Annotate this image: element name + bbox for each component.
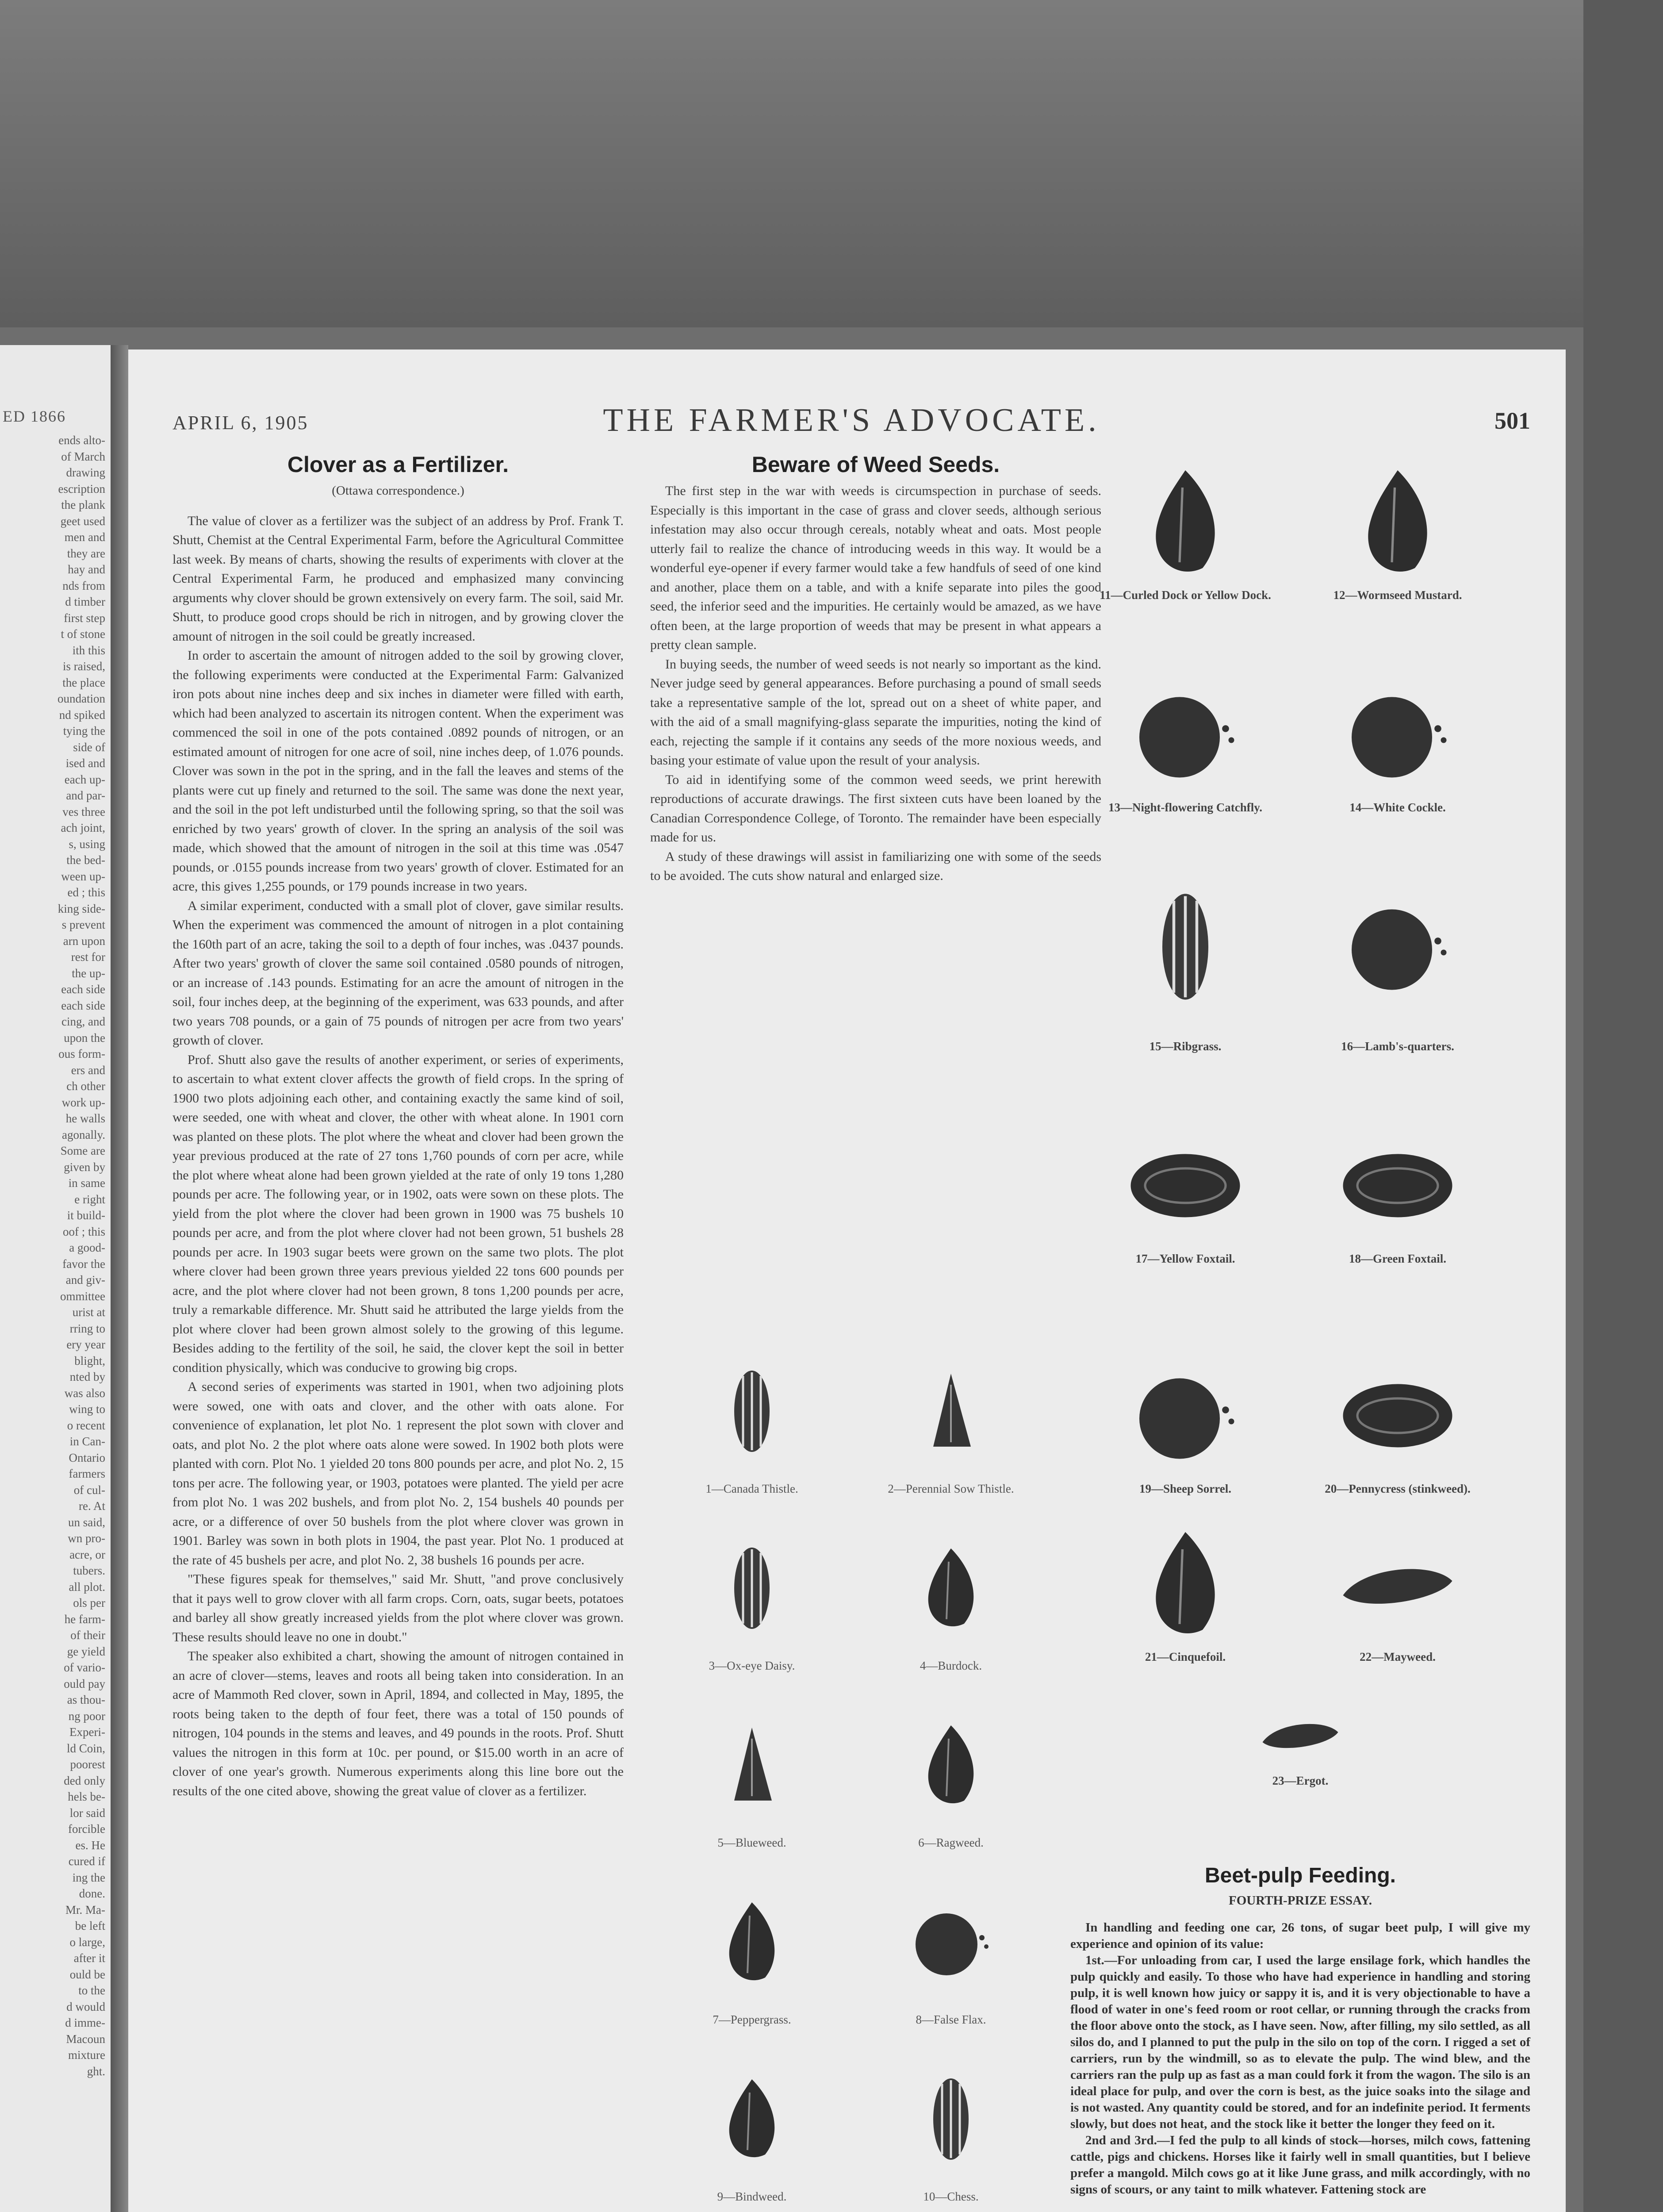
paragraph: A second series of experiments was started in 1901, when two adjoining plots were sowed, one with oats and clover, and the other with oats alone. For convenience of explanation, let plot No. 1 represent the plot sown with clover and oats, and plot No. 2 the plot where oats alone were sowed. In 1902 both plots were planted with corn. Plot No. 1 yielded 20 tons 800 pounds per acre, and plot No. 2, 15 tons per acre. The following year, or 1903, potatoes were planted. The yield per acre from plot No. 1 was 202 bushels, and from plot No. 2, 154 bushels 40 pounds per acre, or a difference of over 50 bushels from the plot where clover was grown in 1901. Barley was sown in both plots in 1904, the past year. Plot No. 1 produced at the rate of 45 bushels per acre, and plot No. 2, 38 bushels 16 pounds per acre.: [172, 1379, 624, 1567]
previous-page-line: urist at: [72, 1306, 105, 1319]
paragraph: A similar experiment, conducted with a small plot of clover, gave similar results. When the experiment was commenced the amount of nitrogen in a plot containing the 160th part of an acre, taking the soil to a depth of four inches, was .0437 pounds. After two years' growth of clover the same soil contained .0580 pounds of nitrogen, or an increase of .143 pounds. Estimating for an acre the amount of nitrogen in the soil, four inches deep, at the beginning of the experiment, was 633 pounds, and after two years 708 pounds, or a gain of 75 pounds of nitrogen per acre from two years' growth of clover.: [172, 898, 624, 1048]
previous-page-line: Macoun: [66, 2032, 105, 2046]
figure-caption: 23—Ergot.: [1272, 1774, 1329, 1787]
previous-page-line: ge yield: [67, 1644, 105, 1658]
previous-page-line: of cul-: [73, 1483, 105, 1497]
previous-page-line: d would: [66, 2000, 105, 2013]
previous-page-line: is raised,: [63, 660, 105, 673]
previous-page-header: ED 1866: [3, 407, 66, 425]
previous-page-line: of their: [70, 1628, 105, 1642]
seed-drawing-icon: [907, 2048, 995, 2190]
previous-page-line: favor the: [62, 1257, 105, 1271]
previous-page-line: drawing: [66, 466, 105, 479]
weed-seed-figure: [659, 1871, 845, 2027]
previous-page-line: geet used: [60, 514, 105, 528]
page-header: [172, 402, 1530, 438]
weed-seed-figure: [1163, 1694, 1437, 1788]
previous-page-line: cured if: [68, 1855, 105, 1868]
figure-caption: 14—White Cockle.: [1349, 801, 1446, 814]
previous-page-line: the up-: [72, 966, 105, 980]
seed-drawing-icon: [1340, 854, 1455, 1040]
weed-seed-figure: [659, 1340, 845, 1496]
previous-page-line: Experi-: [69, 1725, 105, 1739]
figure-caption: 12—Wormseed Mustard.: [1333, 588, 1462, 602]
previous-page-line: upon the: [64, 1031, 105, 1045]
previous-page-line: ach joint,: [61, 821, 105, 834]
figure-caption: 6—Ragweed.: [918, 1836, 984, 1849]
figure-caption: 1—Canada Thistle.: [705, 1482, 798, 1495]
previous-page-line: ght.: [87, 2064, 105, 2078]
article-subtitle-clover: (Ottawa correspondence.): [332, 484, 464, 498]
previous-page-line: nd spiked: [59, 708, 105, 722]
weed-seed-figure: [858, 2048, 1044, 2204]
article-title-clover: Clover as a Fertilizer.: [287, 452, 509, 477]
weed-seed-figure: [1296, 1517, 1499, 1664]
previous-page-line: d imme-: [65, 2016, 105, 2029]
column-weed-seeds-article: [650, 451, 1101, 886]
paragraph: 1st.—For unloading from car, I used the large ensilage fork, which handles the pulp quickly and easily. To those who have had experience in handling and storing pulp, it is well known how juicy or sappy it is, and it is very objectionable to have a flood of water in one's feed room or root cellar, or running through the cracks from the floor above onto the stock, as I have seen. Now, after filling, my silo settled, as all silos do, and I planned to put the pulp in the silo on top of the corn. I rigged a set of carriers, run by the windmill, so as to elevate the pulp. The wind blew, and the carriers ran the pulp up as fast as a man could fork it from the wagon. The silo is an ideal place for pulp, and over the corn is best, as the juice soaks into the silage and is not wasted. Any quantity could be stored, and for an indefinite period. It ferments slowly, but does not heat, and the stock like it better the longer they feed on it.: [1070, 1953, 1530, 2131]
seed-drawing-icon: [1340, 1119, 1455, 1252]
previous-page-line: the bed-: [66, 853, 105, 867]
article-body-beet-pulp: [1070, 1920, 1530, 2198]
previous-page-line: es. He: [75, 1838, 105, 1852]
weed-seed-figure: [858, 1517, 1044, 1673]
previous-page-line: ould pay: [64, 1677, 105, 1690]
article-body-clover: [172, 511, 624, 1801]
figure-caption: 2—Perennial Sow Thistle.: [888, 1482, 1014, 1495]
seed-drawing-icon: [708, 1694, 796, 1836]
paragraph: The first step in the war with weeds is circumspection in purchase of seeds. Especially is this important in the case of grass and clover seeds, although serious infestation may also occur through cereals, notably wheat and oats. Most people utterly fail to realize the chance of introducing weeds in this way. It would be a wonderful eye-opener if every farmer would take a few handfuls of seed of one kind and another, place them on a table, and with a knife separate into piles the good seed, the inferior seed and the impurities. He certainly would be amazed, as we have often been, at the large proportion of weeds that may be present in what appears a pretty clean sample.: [650, 484, 1101, 652]
previous-page-line: ous form-: [58, 1047, 105, 1060]
previous-page-line: poorest: [70, 1758, 105, 1771]
previous-page-line: and par-: [66, 789, 105, 802]
previous-page-line: ween up-: [61, 869, 105, 883]
previous-page-line: ery year: [66, 1338, 105, 1351]
paragraph: The speaker also exhibited a chart, showing the amount of nitrogen contained in an acre of clover—stems, leaves and roots all being taken into consideration. In an acre of Mammoth Red clover, sown in April, 1894, and collected in May, 1895, the roots being taken to the depth of four feet, there was a total of 150 pounds of nitrogen, 104 pounds in the stems and leaves, and 49 pounds in the roots. Prof. Shutt values the nitrogen in this form at 10c. per pound, or $15.00 worth in an acre of clover of one year's growth. Numerous experiments along this line bore out the results of the one cited above, showing the great value of clover as a fertilizer.: [172, 1649, 624, 1798]
previous-page-line: ld Coin,: [66, 1741, 105, 1755]
weed-seed-figure: [858, 1871, 1044, 2027]
figure-caption: 8—False Flax.: [916, 2013, 986, 2026]
previous-page-line: oof ; this: [62, 1225, 105, 1238]
figure-caption: 10—Chess.: [923, 2190, 979, 2203]
previous-page-line: ends alto-: [58, 434, 105, 447]
previous-page-line: s prevent: [61, 918, 105, 931]
paragraph: Prof. Shutt also gave the results of another experiment, or series of experiments, to ascertain to what extent clover affects the growth of field crops. In the spring of 1900 two plots adjoining each other, and containing exactly the same kind of soil, were seeded, one with wheat and clover, the other with wheat alone. In 1901 corn was planted on these plots. The plot where the wheat and clover had been grown the year previous produced at the rate of 27 tons 1,760 pounds of corn per acre, while the plot where wheat alone had been grown yielded at the rate of only 19 tons 1,280 pounds per acre. The following year, or in 1902, oats were sown on these plots. The yield from the plot where the clover had been grown in 1900 was 75 bushels 10 pounds per acre, and from the plot where clover had not been grown, 51 bushels 28 pounds per acre. In 1903 sugar beets were grown on the same two plots. The plot where clover had been grown three years previous yielded 22 tons 600 pounds per acre, and the plot where clover had not been grown, 8 tons 1,200 pounds per acre, truly a remarkable difference. Mr. Shutt said he attributed the large yields from the plot where clover had been grown almost solely to the growing of this legume. Besides adding to the fertility of the soil, he said, the clover kept the soil in better condition physically, which was conducive to growing big crops.: [172, 1052, 624, 1375]
previous-page-line: ing the: [72, 1870, 105, 1884]
previous-page-line: ould be: [69, 1967, 105, 1981]
previous-page-line: acre, or: [69, 1548, 105, 1561]
previous-page-line: escription: [58, 482, 105, 495]
weed-seed-figure: [858, 1340, 1044, 1496]
previous-page-line: each up-: [64, 772, 105, 786]
previous-page-line: o recent: [67, 1418, 105, 1432]
paragraph: In order to ascertain the amount of nitrogen added to the soil by growing clover, the following experiments were conducted at the Experimental Farm: Galvanized iron pots about nine inches deep and six inches in diameter were filled with earth, which had been analyzed to ascertain its nitrogen content. When the experiment was commenced the soil in one of the pots contained .0892 pounds of nitrogen, or an estimated amount of nitrogen for one acre of soil, nine inches deep, of 1.076 pounds. Clover was sown in the pot in the spring, and in the fall the leaves and stems of the plants were cut up finely and returned to the soil. The same was done the next year, and the soil in the pot left undisturbed until the following spring, so that the soil was enriched by two years' growth of clover. In the spring an analysis of the soil was made, which showed that the amount of nitrogen in the soil at this time was .0547 pounds, or .0155 pounds increase from two years' growth of clover. Estimated for an acre, this gives 1,255 pounds, or 179 pounds increase in two years.: [172, 648, 624, 894]
seed-drawing-icon: [907, 1517, 995, 1659]
previous-page-line: un said,: [68, 1515, 105, 1529]
previous-page-line: nds from: [62, 579, 105, 592]
previous-page-line: first step: [64, 611, 105, 625]
figure-caption: 13—Night-flowering Catchfly.: [1108, 801, 1262, 814]
previous-page-line: ch other: [66, 1079, 105, 1093]
previous-page-line: he farm-: [64, 1612, 105, 1626]
seed-drawing-icon: [708, 1517, 796, 1659]
previous-page-line: Mr. Ma-: [65, 1903, 105, 1916]
seed-drawing-icon: [1128, 1349, 1243, 1482]
previous-page-line: ommittee: [60, 1289, 105, 1303]
figure-caption: 17—Yellow Foxtail.: [1135, 1252, 1235, 1265]
weed-seed-figure: [659, 2048, 845, 2204]
weed-seed-figure: [1084, 1517, 1287, 1664]
previous-page-line: the plank: [61, 498, 105, 511]
previous-page-line: re. At: [79, 1499, 105, 1513]
previous-page-line: rest for: [71, 950, 105, 964]
previous-page-line: of vario-: [64, 1661, 105, 1674]
previous-page-line: in Can-: [69, 1435, 105, 1448]
seed-drawing-icon: [1128, 1517, 1243, 1650]
previous-page-line: ith this: [72, 643, 105, 657]
previous-page-line: all plot.: [69, 1580, 105, 1594]
paragraph: A study of these drawings will assist in familiarizing one with some of the seeds to be avoided. The cuts show natural and enlarged size.: [650, 849, 1101, 883]
seed-drawing-icon: [1128, 854, 1243, 1040]
figure-caption: 16—Lamb's-quarters.: [1341, 1040, 1454, 1053]
seed-drawing-icon: [1176, 1694, 1424, 1774]
weed-seed-figure: [1084, 456, 1287, 602]
figure-caption: 21—Cinquefoil.: [1145, 1650, 1226, 1663]
weed-seed-figure: [659, 1517, 845, 1673]
previous-page-line: and giv-: [65, 1273, 105, 1286]
previous-page-line: ised and: [65, 757, 105, 770]
previous-page-line: after it: [73, 1951, 105, 1965]
masthead: THE FARMER'S ADVOCATE.: [603, 402, 1100, 438]
previous-page-line: ols per: [73, 1596, 105, 1609]
weed-seed-figures-right: [1075, 456, 1526, 1840]
previous-page-line: ed ; this: [67, 886, 105, 899]
seed-drawing-icon: [1340, 1517, 1455, 1650]
paragraph: To aid in identifying some of the common weed seeds, we print herewith reproductions of accurate drawings. The first sixteen cuts have been loaned by the Canadian Correspondence College, of Toronto. The remainder have been especially made for us.: [650, 772, 1101, 845]
previous-page-line: ng poor: [68, 1709, 105, 1723]
figure-caption: 4—Burdock.: [920, 1659, 982, 1672]
seed-drawing-icon: [708, 2048, 796, 2190]
previous-page-line: farmers: [69, 1467, 105, 1480]
column-clover-article: [172, 451, 624, 1801]
previous-page-line: done.: [79, 1887, 105, 1900]
weed-seed-figure: [1296, 668, 1499, 814]
seed-drawing-icon: [708, 1340, 796, 1482]
previous-page-line: as thou-: [67, 1693, 105, 1706]
weed-seed-figure: [1296, 1349, 1499, 1496]
previous-page-line: given by: [64, 1160, 105, 1174]
weed-seed-figure: [1296, 456, 1499, 602]
paragraph: In buying seeds, the number of weed seeds is not nearly so important as the kind. Never judge seed by general appearances. Before purchasing a pound of small seeds take a representative sample of the lot, spread out on a sheet of white paper, and with the aid of a small magnifying-glass separate the impurities, noting the kind of each, rejecting the sample if it contains any seeds of the more noxious weeds, and basing your estimate of value upon the result of your analysis.: [650, 657, 1101, 768]
previous-page-line: ves three: [62, 805, 105, 818]
figure-caption: 9—Bindweed.: [717, 2190, 787, 2203]
previous-page-line: of March: [61, 449, 105, 463]
weed-seed-figure: [1296, 854, 1499, 1053]
paragraph: 2nd and 3rd.—I fed the pulp to all kinds of stock—horses, milch cows, fattening cattle, pigs and chickens. Horses like it fairly well in small quantities, but I believe prefer a mangold. Milch cows go at it like June grass, and milk accordingly, with no signs of scours, or any taint to milk whatever. Fattening stock are: [1070, 2133, 1530, 2197]
paragraph: In handling and feeding one car, 26 tons, of sugar beet pulp, I will give my experience and opinion of its value:: [1070, 1920, 1530, 1951]
seed-drawing-icon: [907, 1694, 995, 1836]
seed-drawing-icon: [1128, 456, 1243, 588]
seed-drawing-icon: [1340, 1349, 1455, 1482]
previous-page-line: king side-: [57, 902, 105, 915]
figure-caption: 20—Pennycress (stinkweed).: [1325, 1482, 1471, 1495]
previous-page-line: he walls: [65, 1112, 105, 1125]
previous-page-line: agonally.: [62, 1128, 105, 1141]
previous-page-line: lor said: [69, 1806, 105, 1820]
page-number: 501: [1494, 407, 1530, 434]
previous-page-line: wing to: [69, 1402, 105, 1416]
seed-drawing-icon: [907, 1340, 995, 1482]
previous-page-line: Ontario: [69, 1451, 105, 1464]
previous-page-line: in same: [68, 1176, 105, 1190]
previous-page-line: mixture: [68, 2048, 105, 2062]
paragraph: The value of clover as a fertilizer was the subject of an address by Prof. Frank T. Shutt, Chemist at the Central Experimental Farm, before the Agricultural Committee last week. By means of charts, showing the results of experiments with clover at the Central Experimental Farm, he produced and emphasized many convincing arguments why clover should be grown extensively on every farm. The soil, said Mr. Shutt, to produce good crops should be rich in nitrogen, and by growing clover the amount of nitrogen in the soil could be greatly increased.: [172, 513, 624, 644]
scanner-background-top: [0, 0, 1663, 327]
previous-page-line: men and: [64, 530, 105, 544]
previous-page-line: hels be-: [68, 1790, 105, 1803]
seed-drawing-icon: [708, 1871, 796, 2013]
article-subtitle-beet-pulp: FOURTH-PRIZE ESSAY.: [1229, 1893, 1372, 1908]
weed-seed-figures-left: [650, 1340, 1075, 2212]
weed-seed-figure: [1084, 668, 1287, 814]
article-title-weed-seeds: Beware of Weed Seeds.: [751, 452, 1000, 477]
figure-caption: 19—Sheep Sorrel.: [1139, 1482, 1231, 1495]
previous-page-line: t of stone: [61, 627, 105, 641]
column-beet-pulp-article: [1070, 1863, 1530, 2198]
article-title-beet-pulp: Beet-pulp Feeding.: [1205, 1864, 1396, 1887]
article-body-weed-seeds: [650, 481, 1101, 886]
previous-page-line: wn pro-: [68, 1532, 105, 1545]
previous-page-line: side of: [73, 740, 105, 754]
previous-page-line: to the: [78, 1984, 105, 1997]
previous-page-line: the place: [62, 676, 105, 689]
previous-page-line: blight,: [74, 1354, 105, 1367]
weed-seed-figure: [659, 1694, 845, 1850]
previous-page-line: forcible: [68, 1822, 105, 1836]
seed-drawing-icon: [1340, 668, 1455, 801]
previous-page-line: tubers.: [73, 1564, 105, 1577]
issue-date: APRIL 6, 1905: [172, 412, 309, 434]
previous-page-line: they are: [67, 546, 105, 560]
scanner-background-right: [1583, 0, 1663, 2212]
seed-drawing-icon: [1340, 456, 1455, 588]
figure-caption: 15—Ribgrass.: [1149, 1040, 1222, 1053]
figure-caption: 18—Green Foxtail.: [1349, 1252, 1446, 1265]
seed-drawing-icon: [1128, 1119, 1243, 1252]
figure-caption: 3—Ox-eye Daisy.: [709, 1659, 795, 1672]
previous-page-line: o large,: [69, 1935, 105, 1949]
weed-seed-figure: [1084, 1349, 1287, 1496]
previous-page-line: each side: [61, 998, 105, 1012]
book-gutter: [111, 345, 128, 2212]
previous-page-line: e right: [74, 1192, 105, 1206]
newspaper-page: [128, 349, 1566, 2212]
weed-seed-figure: [1296, 1119, 1499, 1266]
weed-seed-figure: [1084, 854, 1287, 1053]
previous-page-line: tying the: [63, 724, 105, 737]
previous-page-line: each side: [61, 983, 105, 996]
previous-page-line: arn upon: [63, 934, 105, 948]
previous-page-line: ers and: [71, 1063, 105, 1077]
previous-page-line: Some are: [60, 1144, 105, 1157]
previous-page-fragment: [0, 345, 111, 2212]
figure-caption: 22—Mayweed.: [1360, 1650, 1436, 1663]
previous-page-line: s, using: [69, 837, 105, 851]
weed-seed-figure: [1084, 1119, 1287, 1266]
previous-page-line: hay and: [68, 563, 105, 576]
previous-page-line: it build-: [67, 1209, 105, 1222]
previous-page-line: cing, and: [61, 1015, 105, 1028]
previous-page-line: work up-: [61, 1095, 105, 1109]
previous-page-line: d timber: [65, 595, 105, 608]
previous-page-line: rring to: [69, 1321, 105, 1335]
seed-drawing-icon: [1128, 668, 1243, 801]
figure-caption: 11—Curled Dock or Yellow Dock.: [1100, 588, 1271, 602]
weed-seed-figure: [858, 1694, 1044, 1850]
seed-drawing-icon: [907, 1871, 995, 2013]
previous-page-line: was also: [64, 1386, 105, 1400]
figure-caption: 7—Peppergrass.: [713, 2013, 791, 2026]
previous-page-line: oundation: [57, 692, 105, 705]
figure-caption: 5—Blueweed.: [717, 1836, 786, 1849]
previous-page-line: be left: [75, 1919, 105, 1932]
previous-page-line: nted by: [69, 1370, 105, 1383]
previous-page-line: ded only: [64, 1774, 105, 1787]
paragraph: "These figures speak for themselves," said Mr. Shutt, "and prove conclusively that it pays well to grow clover with all farm crops. Corn, oats, sugar beets, potatoes and barley all show greatly increased yields from the plot where clover was grown. These results should leave no one in doubt.": [172, 1572, 624, 1644]
previous-page-line: a good-: [69, 1241, 105, 1254]
